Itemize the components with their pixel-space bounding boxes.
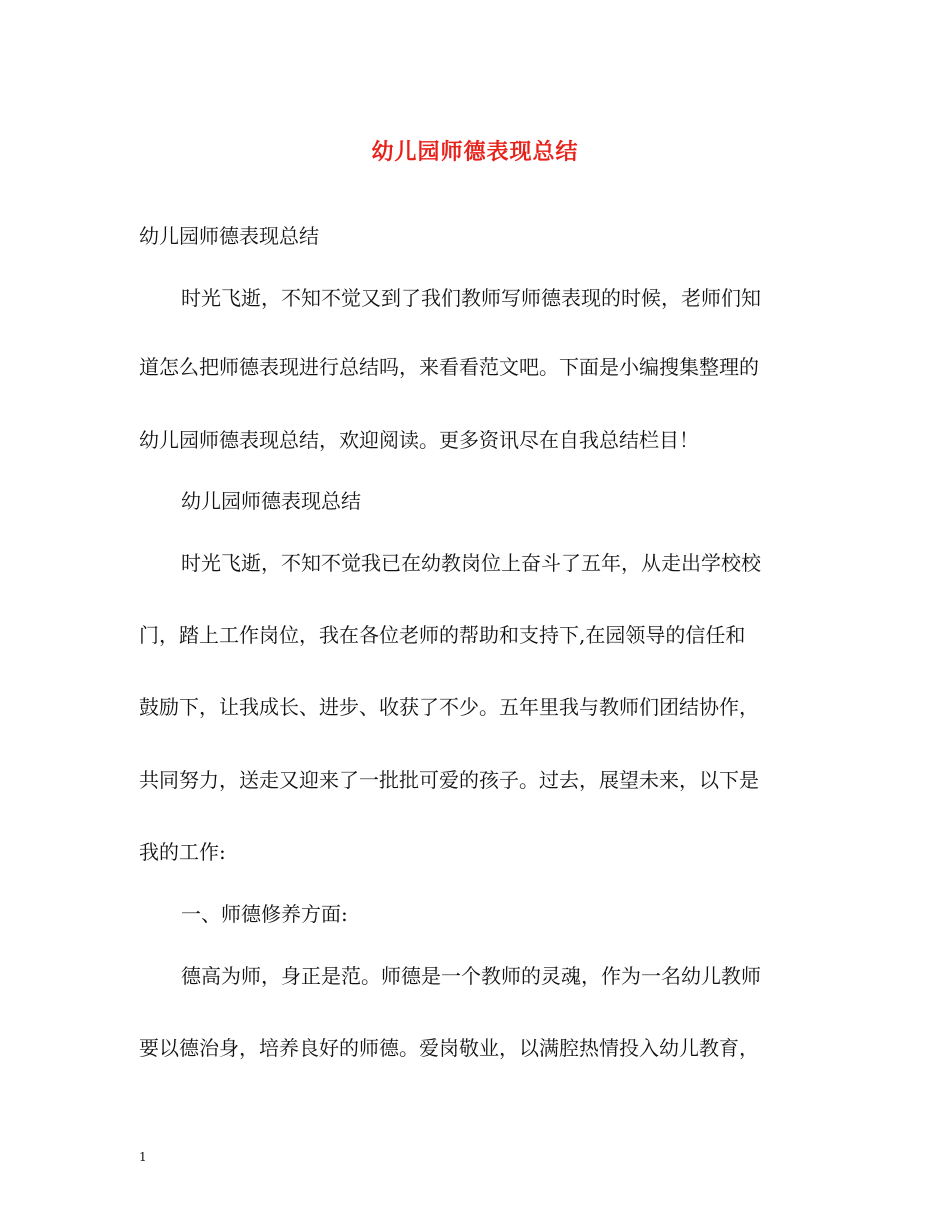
paragraph-line: 共同努力，送走又迎来了一批批可爱的孩子。过去，展望未来，以下是 <box>139 768 759 792</box>
page-number: 1 <box>139 1150 147 1164</box>
paragraph-line: 幼儿园师德表现总结，欢迎阅读。更多资讯尽在自我总结栏目！ <box>139 428 699 452</box>
section-heading: 幼儿园师德表现总结 <box>181 489 361 513</box>
paragraph-line: 门，踏上工作岗位，我在各位老师的帮助和支持下,在园领导的信任和 <box>139 623 746 647</box>
paragraph-line: 德高为师，身正是范。师德是一个教师的灵魂，作为一名幼儿教师 <box>181 964 761 988</box>
subtitle-line: 幼儿园师德表现总结 <box>139 224 319 248</box>
paragraph-line: 时光飞逝，不知不觉我已在幼教岗位上奋斗了五年，从走出学校校 <box>181 551 761 575</box>
paragraph-line: 鼓励下，让我成长、进步、收获了不少。五年里我与教师们团结协作， <box>139 695 759 719</box>
paragraph-line: 道怎么把师德表现进行总结吗，来看看范文吧。下面是小编搜集整理的 <box>139 355 759 379</box>
document-title: 幼儿园师德表现总结 <box>371 139 579 165</box>
paragraph-line: 要以德治身，培养良好的师德。爱岗敬业，以满腔热情投入幼儿教育， <box>139 1036 759 1060</box>
paragraph-line: 时光飞逝，不知不觉又到了我们教师写师德表现的时候，老师们知 <box>181 286 761 310</box>
paragraph-line: 我的工作: <box>139 840 226 864</box>
section-heading: 一、师德修养方面: <box>181 902 348 926</box>
